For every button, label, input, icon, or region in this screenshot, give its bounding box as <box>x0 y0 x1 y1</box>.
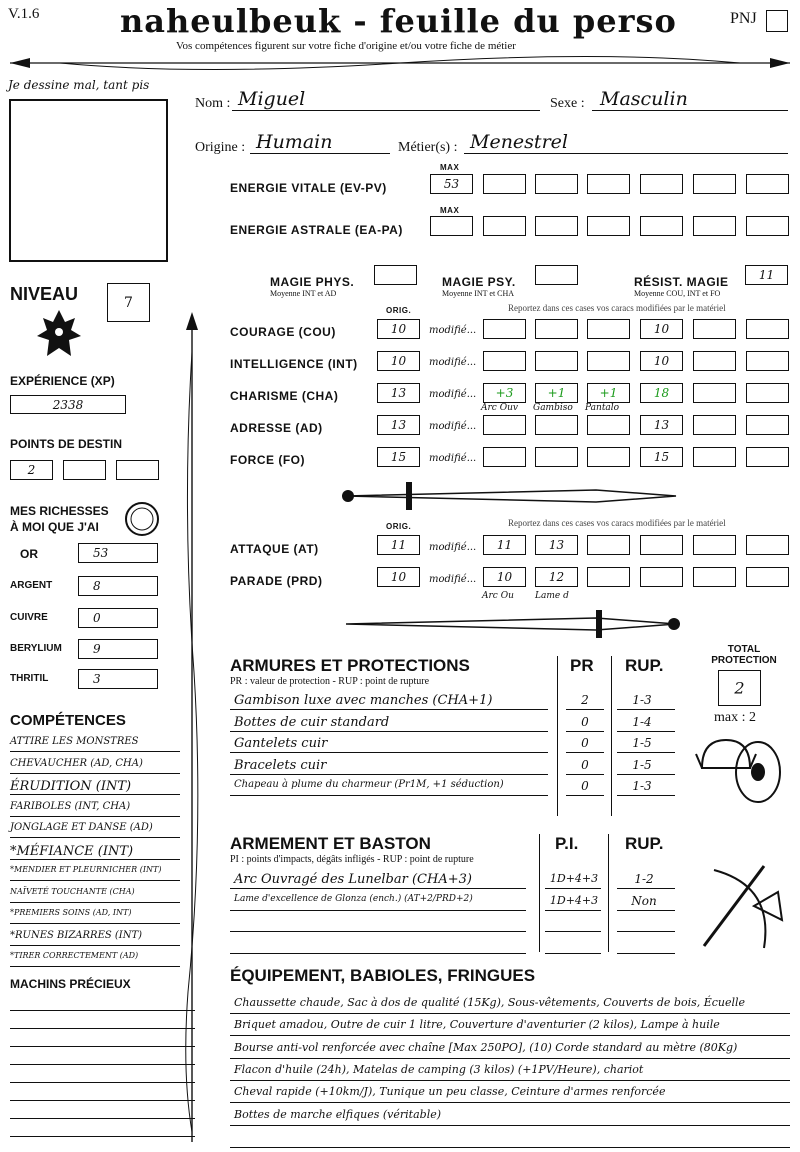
resist-magie-box[interactable] <box>745 265 788 285</box>
carac-mod-box[interactable] <box>693 351 736 371</box>
combat-mod-box[interactable] <box>535 535 578 555</box>
sexe-label: Sexe : <box>550 96 585 111</box>
magie-psy-label: MAGIE PSY. <box>442 275 516 289</box>
carac-mod-box[interactable] <box>640 319 683 339</box>
richesse-value: 53 <box>93 546 109 560</box>
carac-mod-value: +1 <box>599 386 618 400</box>
richesse-box[interactable] <box>78 639 158 659</box>
ev-label: ENERGIE VITALE (EV-PV) <box>230 181 387 195</box>
carac-mod-box[interactable] <box>746 447 789 467</box>
carac-orig-value: 15 <box>390 450 407 464</box>
richesse-box[interactable] <box>78 669 158 689</box>
arme-line <box>545 931 601 932</box>
armement-vline-1 <box>539 834 540 952</box>
competence-underline <box>10 880 180 881</box>
ev-track-box[interactable] <box>483 174 526 194</box>
carac-mod-note: Arc Ouv <box>481 403 518 413</box>
richesse-label: THRITIL <box>10 673 49 684</box>
equipement-line-text: Cheval rapide (+10km/J), Tunique un peu classe, Ceinture d'armes renforcée <box>234 1085 666 1099</box>
equipement-line[interactable] <box>230 1058 790 1059</box>
carac-modif-label: modifié... <box>429 325 477 336</box>
nom-underline <box>232 110 540 111</box>
max-protection-label: max : 2 <box>714 710 756 725</box>
carac-mod-box[interactable] <box>587 415 630 435</box>
armure-pr: 0 <box>581 779 589 793</box>
portrait-caption: Je dessine mal, tant pis <box>8 78 150 92</box>
machins-line[interactable] <box>10 1010 195 1011</box>
combat-mod-box[interactable] <box>746 535 789 555</box>
magie-psy-sub: Moyenne INT et CHA <box>442 289 515 298</box>
carac-mod-box[interactable] <box>746 319 789 339</box>
magie-phys-label: MAGIE PHYS. <box>270 275 355 289</box>
armure-line <box>566 774 604 775</box>
combat-mod-box[interactable] <box>746 567 789 587</box>
pnj-checkbox[interactable] <box>766 10 788 32</box>
combat-report-note: Reportez dans ces cases vos caracs modifiées par le matériel <box>508 518 726 528</box>
ea-track-box[interactable] <box>535 216 578 236</box>
arme-line[interactable] <box>230 888 526 889</box>
richesse-box[interactable] <box>78 543 158 563</box>
combat-mod-box[interactable] <box>587 567 630 587</box>
carac-mod-box[interactable] <box>746 351 789 371</box>
armure-pr: 0 <box>581 714 589 729</box>
machins-line[interactable] <box>10 1064 195 1065</box>
equipement-line-text: Flacon d'huile (24h), Matelas de camping (3 kilos) (+1PV/Heure), chariot <box>234 1062 644 1076</box>
armure-rup: 1-3 <box>632 779 652 793</box>
metier-value[interactable]: Menestrel <box>470 131 568 153</box>
competence-item: CHEVAUCHER (AD, CHA) <box>10 757 143 769</box>
ea-max-label: MAX <box>440 206 460 215</box>
machins-line[interactable] <box>10 1082 195 1083</box>
carac-mod-value: 10 <box>653 322 670 336</box>
niveau-value: 7 <box>124 294 133 311</box>
carac-mod-box[interactable] <box>535 383 578 403</box>
ea-track-box[interactable] <box>693 216 736 236</box>
combat-mod-box[interactable] <box>483 567 526 587</box>
total-protection-box[interactable] <box>718 670 761 706</box>
armure-pr: 0 <box>581 736 589 750</box>
carac-mod-box[interactable] <box>535 319 578 339</box>
competences-label: COMPÉTENCES <box>10 712 126 729</box>
carac-mod-note: Pantalo <box>585 403 620 413</box>
carac-orig-box[interactable] <box>377 447 420 467</box>
carac-label: FORCE (FO) <box>230 453 305 467</box>
carac-modif-label: modifié... <box>429 389 477 400</box>
helmet-shield-icon <box>694 728 786 808</box>
carac-mod-value: 13 <box>653 418 670 432</box>
carac-mod-value: 18 <box>653 386 670 400</box>
armure-line <box>230 752 548 753</box>
armure-pr: 0 <box>581 757 589 772</box>
arme-name: Lame d'excellence de Glonza (ench.) (AT+2/PRD+2) <box>234 893 473 904</box>
coin-icon <box>124 501 160 537</box>
competence-underline <box>10 837 180 838</box>
arme-line <box>545 953 601 954</box>
carac-label: COURAGE (COU) <box>230 325 336 339</box>
richesse-value: 8 <box>93 579 101 593</box>
armement-col-rup: RUP. <box>625 834 664 853</box>
armure-rup: 1-3 <box>632 693 652 707</box>
ev-track-box[interactable] <box>640 174 683 194</box>
combat-mod-box[interactable] <box>483 535 526 555</box>
combat-orig-label: ORIG. <box>386 522 412 531</box>
armement-col-pi: P.I. <box>555 834 579 853</box>
armure-rup: 1-5 <box>632 757 652 772</box>
combat-mod-value: 12 <box>548 570 565 584</box>
equipement-line[interactable] <box>230 1080 790 1081</box>
destin-label: POINTS DE DESTIN <box>10 437 123 451</box>
arme-line <box>617 931 675 932</box>
experience-value: 2338 <box>52 397 84 412</box>
carac-mod-box[interactable] <box>587 351 630 371</box>
version-label: V.1.6 <box>8 6 40 22</box>
carac-modif-label: modifié... <box>429 453 477 464</box>
carac-mod-box[interactable] <box>483 351 526 371</box>
richesse-value: 9 <box>93 642 101 656</box>
nom-value[interactable]: Miguel <box>238 88 306 110</box>
carac-mod-box[interactable] <box>640 383 683 403</box>
armures-col-rup: RUP. <box>625 656 664 675</box>
ea-label: ENERGIE ASTRALE (EA-PA) <box>230 223 403 237</box>
competence-item: *MENDIER ET PLEURNICHER (INT) <box>10 865 162 874</box>
sword-icon-2 <box>336 606 686 642</box>
niveau-box[interactable] <box>107 283 150 322</box>
decorative-spear-vertical <box>180 312 204 1152</box>
combat-mod-box[interactable] <box>693 567 736 587</box>
combat-modif-label: modifié... <box>429 574 477 585</box>
arme-line[interactable] <box>230 931 526 932</box>
equipement-line[interactable] <box>230 1035 790 1036</box>
machins-line[interactable] <box>10 1028 195 1029</box>
armure-name: Bracelets cuir <box>234 757 327 773</box>
ev-max-label: MAX <box>440 163 460 172</box>
competence-underline <box>10 945 180 946</box>
richesse-box[interactable] <box>78 576 158 596</box>
equipement-line-text: Briquet amadou, Outre de cuir 1 litre, Couverture d'aventurier (2 kilos), Lampe à huile <box>234 1018 720 1032</box>
pnj-label: PNJ <box>730 10 757 27</box>
equipement-line-text: Bottes de marche elfiques (véritable) <box>234 1107 442 1121</box>
armure-line <box>566 731 604 732</box>
carac-mod-box[interactable] <box>693 383 736 403</box>
arme-line <box>617 910 675 911</box>
competence-item: *RUNES BIZARRES (INT) <box>10 929 143 941</box>
sexe-underline <box>592 110 788 111</box>
carac-mod-box[interactable] <box>535 351 578 371</box>
destin-value-1: 2 <box>27 463 36 477</box>
competence-item: ÉRUDITION (INT) <box>10 779 132 794</box>
arme-line <box>545 888 601 889</box>
origine-value[interactable]: Humain <box>256 131 333 153</box>
carac-mod-value: +3 <box>495 386 514 400</box>
competence-item: JONGLAGE ET DANSE (AD) <box>10 822 153 833</box>
arme-line[interactable] <box>230 953 526 954</box>
page-title: naheulbeuk - feuille du perso <box>120 2 677 40</box>
machins-line[interactable] <box>10 1100 195 1101</box>
equipement-label: ÉQUIPEMENT, BABIOLES, FRINGUES <box>230 966 536 985</box>
carac-orig-value: 13 <box>390 386 407 400</box>
combat-mod-box[interactable] <box>693 535 736 555</box>
combat-label: ATTAQUE (AT) <box>230 542 319 556</box>
carac-mod-box[interactable] <box>535 447 578 467</box>
carac-orig-box[interactable] <box>377 319 420 339</box>
armure-line <box>617 774 675 775</box>
portrait-frame[interactable] <box>9 99 168 262</box>
equipement-line-text: Bourse anti-vol renforcée avec chaîne [Max 250PO], (10) Corde standard au mètre (80Kg) <box>234 1040 738 1054</box>
dragon-icon <box>35 306 83 362</box>
carac-mod-box[interactable] <box>693 319 736 339</box>
combat-orig-box[interactable] <box>377 567 420 587</box>
niveau-label: NIVEAU <box>10 284 79 304</box>
richesse-value: 0 <box>93 611 101 625</box>
magie-phys-sub: Moyenne INT et AD <box>270 289 337 298</box>
armures-label: ARMURES ET PROTECTIONS <box>230 656 470 675</box>
carac-mod-box[interactable] <box>640 447 683 467</box>
metier-label: Métier(s) : <box>398 140 458 155</box>
equipement-line-text: Chaussette chaude, Sac à dos de qualité (15Kg), Sous-vêtements, Couverts de bois, Écuelle <box>234 996 746 1009</box>
competence-item: *MÉFIANCE (INT) <box>10 843 134 859</box>
combat-mod-value: 13 <box>548 538 565 552</box>
ea-track-box[interactable] <box>483 216 526 236</box>
combat-orig-box[interactable] <box>377 535 420 555</box>
metier-underline <box>464 153 788 154</box>
carac-label: ADRESSE (AD) <box>230 421 323 435</box>
origine-label: Origine : <box>195 140 246 155</box>
equipement-line[interactable] <box>230 1147 790 1148</box>
origine-underline <box>250 153 390 154</box>
carac-mod-value: 15 <box>653 450 670 464</box>
competence-underline <box>10 773 180 774</box>
arme-rup: Non <box>631 893 657 908</box>
richesse-value: 3 <box>93 672 101 686</box>
competence-underline <box>10 751 180 752</box>
competence-item: NAÏVETÉ TOUCHANTE (CHA) <box>10 886 135 896</box>
armement-label: ARMEMENT ET BASTON <box>230 834 431 853</box>
armement-vline-2 <box>608 834 609 952</box>
resist-magie-label: RÉSIST. MAGIE <box>634 275 729 289</box>
machins-line[interactable] <box>10 1118 195 1119</box>
carac-mod-box[interactable] <box>640 415 683 435</box>
richesse-label: OR <box>20 547 38 561</box>
armures-sub: PR : valeur de protection - RUP : point de rupture <box>230 676 430 687</box>
ea-max-box[interactable] <box>430 216 473 236</box>
armures-vline-2 <box>611 656 612 816</box>
ea-track-box[interactable] <box>746 216 789 236</box>
carac-mod-note: Gambiso <box>533 403 573 413</box>
machins-line[interactable] <box>10 1136 195 1137</box>
combat-mod-value: 10 <box>496 570 513 584</box>
combat-modif-label: modifié... <box>429 542 477 553</box>
carac-mod-value: 10 <box>653 354 670 368</box>
armure-pr: 2 <box>581 693 589 707</box>
armure-line <box>566 709 604 710</box>
armure-name: Bottes de cuir standard <box>234 714 390 730</box>
armure-rup: 1-5 <box>632 736 652 750</box>
richesses-label-2: À MOI QUE J'AI <box>10 520 99 534</box>
carac-orig-box[interactable] <box>377 415 420 435</box>
combat-note-2: Lame d <box>535 591 569 601</box>
carac-orig-label: ORIG. <box>386 306 412 315</box>
weapons-icon <box>694 856 786 960</box>
magie-phys-box[interactable] <box>374 265 417 285</box>
ea-track-box[interactable] <box>640 216 683 236</box>
ea-track-box[interactable] <box>587 216 630 236</box>
carac-modif-label: modifié... <box>429 421 477 432</box>
arme-line <box>617 953 675 954</box>
armures-col-pr: PR <box>570 656 594 675</box>
carac-mod-box[interactable] <box>693 447 736 467</box>
richesse-box[interactable] <box>78 608 158 628</box>
armure-line <box>617 709 675 710</box>
total-protection-value: 2 <box>734 678 745 698</box>
carac-mod-box[interactable] <box>483 383 526 403</box>
resist-magie-value: 11 <box>758 268 775 282</box>
carac-mod-box[interactable] <box>587 319 630 339</box>
carac-orig-value: 13 <box>390 418 407 432</box>
ev-track-box[interactable] <box>535 174 578 194</box>
arme-name: Arc Ouvragé des Lunelbar (CHA+3) <box>234 872 472 887</box>
machins-line[interactable] <box>10 1046 195 1047</box>
carac-modif-label: modifié... <box>429 357 477 368</box>
combat-mod-box[interactable] <box>535 567 578 587</box>
armure-name: Chapeau à plume du charmeur (Pr1M, +1 séduction) <box>234 779 504 790</box>
carac-mod-box[interactable] <box>746 415 789 435</box>
combat-orig-value: 11 <box>390 538 407 552</box>
carac-orig-box[interactable] <box>377 351 420 371</box>
richesse-label: CUIVRE <box>10 612 48 623</box>
competence-underline <box>10 902 180 903</box>
equipement-line[interactable] <box>230 1125 790 1126</box>
destin-box-2[interactable] <box>63 460 106 480</box>
carac-mod-box[interactable] <box>483 447 526 467</box>
combat-note-1: Arc Ou <box>482 591 514 601</box>
arme-line[interactable] <box>230 910 526 911</box>
carac-mod-box[interactable] <box>640 351 683 371</box>
carac-orig-value: 10 <box>390 354 407 368</box>
machins-label: MACHINS PRÉCIEUX <box>10 977 131 991</box>
competence-underline <box>10 966 180 967</box>
armure-line <box>566 752 604 753</box>
ev-max-box[interactable] <box>430 174 473 194</box>
armure-line <box>617 752 675 753</box>
carac-report-note: Reportez dans ces cases vos caracs modifiées par le matériel <box>508 303 726 313</box>
carac-orig-value: 10 <box>390 322 407 336</box>
carac-label: CHARISME (CHA) <box>230 389 339 403</box>
equipement-line[interactable] <box>230 1102 790 1103</box>
decorative-spear-horizontal <box>0 52 800 74</box>
competence-underline <box>10 923 180 924</box>
ev-track-box[interactable] <box>746 174 789 194</box>
competence-item: *PREMIERS SOINS (AD, INT) <box>10 908 132 917</box>
carac-mod-box[interactable] <box>693 415 736 435</box>
sexe-value[interactable]: Masculin <box>600 88 688 110</box>
competence-item: FARIBOLES (INT, CHA) <box>10 800 131 812</box>
ev-track-box[interactable] <box>587 174 630 194</box>
carac-mod-box[interactable] <box>587 447 630 467</box>
armure-name: Gambison luxe avec manches (CHA+1) <box>234 693 493 708</box>
carac-mod-value: +1 <box>547 386 566 400</box>
carac-mod-box[interactable] <box>535 415 578 435</box>
combat-mod-box[interactable] <box>640 535 683 555</box>
armure-line <box>617 731 675 732</box>
page-subtitle: Vos compétences figurent sur votre fiche d'origine et/ou votre fiche de métier <box>176 40 516 52</box>
ev-track-box[interactable] <box>693 174 736 194</box>
competence-item: ATTIRE LES MONSTRES <box>10 736 139 747</box>
carac-mod-box[interactable] <box>483 319 526 339</box>
total-protection-label: TOTAL PROTECTION <box>711 644 777 666</box>
armure-line <box>230 731 548 732</box>
carac-label: INTELLIGENCE (INT) <box>230 357 358 371</box>
destin-box-3[interactable] <box>116 460 159 480</box>
armure-line <box>230 795 548 796</box>
arme-line <box>617 888 675 889</box>
experience-label: EXPÉRIENCE (XP) <box>10 374 115 388</box>
ev-max-value: 53 <box>443 177 460 191</box>
competence-underline <box>10 816 180 817</box>
resist-magie-sub: Moyenne COU, INT et FO <box>634 289 721 298</box>
carac-orig-box[interactable] <box>377 383 420 403</box>
arme-pi: 1D+4+3 <box>549 893 599 907</box>
armure-rup: 1-4 <box>632 714 652 729</box>
carac-mod-box[interactable] <box>746 383 789 403</box>
destin-box-1[interactable] <box>10 460 53 480</box>
armure-name: Gantelets cuir <box>234 736 328 751</box>
richesse-label: BERYLIUM <box>10 643 62 654</box>
carac-mod-box[interactable] <box>483 415 526 435</box>
armure-line <box>230 774 548 775</box>
nom-label: Nom : <box>195 96 231 111</box>
competence-item: *TIRER CORRECTEMENT (AD) <box>10 951 139 960</box>
armure-line <box>230 709 548 710</box>
armure-line <box>566 795 604 796</box>
armures-vline-1 <box>557 656 558 816</box>
richesse-label: ARGENT <box>10 580 53 591</box>
magie-psy-box[interactable] <box>535 265 578 285</box>
sword-icon-1 <box>336 478 686 514</box>
combat-mod-box[interactable] <box>587 535 630 555</box>
equipement-line[interactable] <box>230 1013 790 1014</box>
combat-label: PARADE (PRD) <box>230 574 323 588</box>
armure-line <box>617 795 675 796</box>
armement-sub: PI : points d'impacts, dégâts infligés - RUP : point de rupture <box>230 854 474 865</box>
combat-mod-value: 11 <box>496 538 513 552</box>
combat-mod-box[interactable] <box>640 567 683 587</box>
arme-line <box>545 910 601 911</box>
competence-underline <box>10 794 180 795</box>
carac-mod-box[interactable] <box>587 383 630 403</box>
combat-orig-value: 10 <box>390 570 407 584</box>
experience-box[interactable] <box>10 395 126 414</box>
competence-underline <box>10 859 180 860</box>
arme-rup: 1-2 <box>634 872 654 886</box>
arme-pi: 1D+4+3 <box>549 872 599 885</box>
richesses-label-1: MES RICHESSES <box>10 504 109 518</box>
